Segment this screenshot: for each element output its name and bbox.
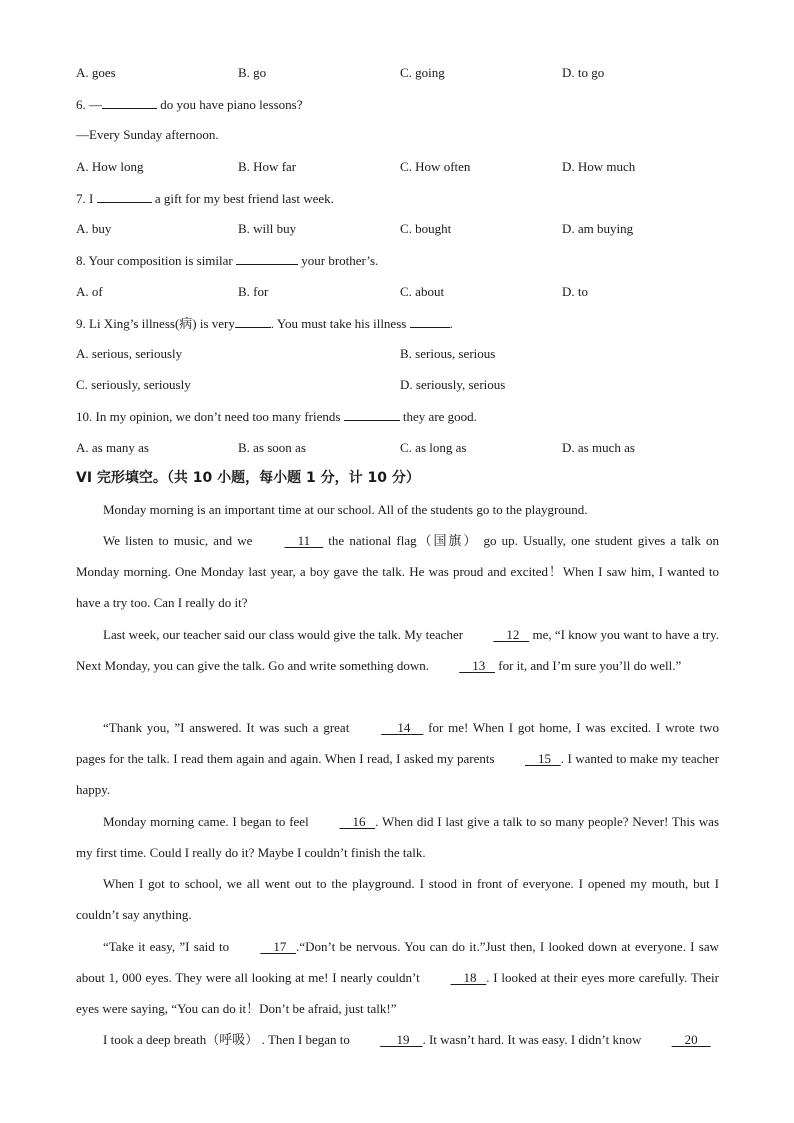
passage-text: I took a deep breath（呼吸） . Then I began to bbox=[103, 1032, 354, 1047]
passage-paragraph-3 bbox=[76, 619, 719, 681]
q7-option-b: B. will buy bbox=[238, 221, 297, 236]
passage-text: for it, and I’m sure you’ll do well.” bbox=[494, 658, 682, 673]
q10-stem-end: they are good. bbox=[399, 409, 477, 424]
q9-blank-1 bbox=[235, 315, 271, 328]
passage-paragraph-5 bbox=[76, 806, 719, 868]
blank-number: 15 bbox=[538, 751, 551, 766]
q8-stem-end: your brother’s. bbox=[298, 253, 379, 268]
q10-option-a: A. as many as bbox=[76, 440, 149, 455]
q6-option-d: D. How much bbox=[562, 159, 636, 174]
q10-stem-start: 10. In my opinion, we don’t need too many friends bbox=[76, 409, 344, 424]
q9-option-a: A. serious, seriously bbox=[76, 346, 183, 361]
blank-11 bbox=[258, 525, 324, 556]
q9-blank-2 bbox=[410, 315, 450, 328]
passage-text: Monday morning came. I began to feel bbox=[103, 814, 313, 829]
q7-question bbox=[76, 190, 334, 207]
passage-paragraph-7 bbox=[76, 931, 719, 1024]
blank-13 bbox=[432, 650, 495, 681]
q5-option-d: D. to go bbox=[562, 65, 605, 80]
blank-number: 20 bbox=[684, 1032, 698, 1047]
q8-question bbox=[76, 252, 378, 269]
section-title: VI 完形填空。（共 10 小题，每小题 1 分，计 10 分） bbox=[76, 470, 420, 486]
passage-paragraph-2 bbox=[76, 525, 719, 618]
q8-option-d: D. to bbox=[562, 284, 588, 299]
q5-option-a: A. goes bbox=[76, 65, 116, 80]
q10-option-d: D. as much as bbox=[562, 440, 635, 455]
blank-20 bbox=[645, 1024, 711, 1055]
blank-14 bbox=[354, 712, 423, 743]
blank-12 bbox=[466, 619, 529, 650]
q6-option-a: A. How long bbox=[76, 159, 144, 174]
passage-text: Last week, our teacher said our class would give the talk. My teacher bbox=[103, 627, 467, 642]
q9-option-d: D. seriously, serious bbox=[400, 377, 506, 392]
q10-blank bbox=[344, 408, 400, 421]
passage-text: . When did I last give a talk to so many people? Never! This was my first time. Could I really do it? Maybe I couldn’t finish the talk. bbox=[76, 814, 720, 860]
blank-15 bbox=[498, 743, 561, 774]
q7-option-d: D. am buying bbox=[562, 221, 634, 236]
q6-option-b: B. How far bbox=[238, 159, 297, 174]
blank-number: 19 bbox=[396, 1032, 410, 1047]
blank-number: 16 bbox=[352, 814, 366, 829]
q9-option-c: C. seriously, seriously bbox=[76, 377, 191, 392]
blank-number: 12 bbox=[506, 627, 520, 642]
q6-blank bbox=[102, 96, 157, 109]
q10-option-b: B. as soon as bbox=[238, 440, 306, 455]
blank-19 bbox=[353, 1024, 422, 1055]
q7-stem-end: a gift for my best friend last week. bbox=[151, 191, 334, 206]
passage-text: “Take it easy, ”I said to bbox=[103, 939, 234, 954]
passage-text: . I wanted to make my teacher happy. bbox=[76, 751, 720, 797]
passage-paragraph-4 bbox=[76, 712, 719, 805]
passage-paragraph-6: When I got to school, we all went out to the playground. I stood in front of everyone. I opened my mouth, but I couldn’t say anything. bbox=[76, 876, 719, 922]
blank-number: 17 bbox=[273, 939, 287, 954]
q5-option-c: C. going bbox=[400, 65, 445, 80]
q6-answer-line: —Every Sunday afternoon. bbox=[76, 127, 219, 142]
passage-text: me, “I know you want to have a try. Next Monday, you can give the talk. Go and write something down. bbox=[76, 627, 719, 673]
q7-option-c: C. bought bbox=[400, 221, 452, 236]
blank-number: 13 bbox=[472, 658, 486, 673]
q5-option-b: B. go bbox=[238, 65, 267, 80]
passage-text: “Thank you, ”I answered. It was such a great bbox=[103, 720, 355, 735]
passage-text: the national flag（国旗） go up. Usually, one student gives a talk on Monday morning. One Monday last year, a boy gave the talk. He was proud and excited！When I saw him, I wanted to have a try too. Can I really do it? bbox=[76, 533, 720, 610]
blank-number: 11 bbox=[297, 533, 311, 548]
q9-option-b: B. serious, serious bbox=[400, 346, 496, 361]
q8-option-a: A. of bbox=[76, 284, 103, 299]
q9-stem-end: . bbox=[449, 316, 453, 331]
q7-stem-start: 7. I bbox=[76, 191, 97, 206]
q6-option-c: C. How often bbox=[400, 159, 471, 174]
q8-blank bbox=[236, 252, 298, 265]
passage-text: .“Don’t be nervous. You can do it.”Just then, I looked down at everyone. I saw about 1, 000 eyes. They were all looking at me! I nearly couldn’t bbox=[76, 939, 719, 985]
passage-paragraph-8 bbox=[76, 1024, 719, 1055]
q10-option-c: C. as long as bbox=[400, 440, 467, 455]
q6-stem-end: do you have piano lessons? bbox=[157, 97, 303, 112]
q7-blank bbox=[97, 190, 152, 203]
q8-option-b: B. for bbox=[238, 284, 269, 299]
q8-option-c: C. about bbox=[400, 284, 445, 299]
q9-stem-start: 9. Li Xing’s illness(病) is very bbox=[76, 316, 235, 331]
passage-text: for me! When I got home, I was excited. I wrote two pages for the talk. I read them again and again. When I read, I asked my parents bbox=[76, 720, 719, 766]
blank-17 bbox=[233, 931, 296, 962]
blank-18 bbox=[424, 962, 487, 993]
passage-paragraph-1: Monday morning is an important time at our school. All of the students go to the playground. bbox=[103, 502, 588, 517]
passage-text: . It wasn’t hard. It was easy. I didn’t know bbox=[422, 1032, 645, 1047]
q9-stem-middle: . You must take his illness bbox=[270, 316, 410, 331]
blank-16 bbox=[312, 806, 375, 837]
q6-stem-start: 6. — bbox=[76, 97, 102, 112]
blank-number: 18 bbox=[463, 970, 477, 985]
q10-question bbox=[76, 408, 477, 425]
q8-stem-start: 8. Your composition is similar bbox=[76, 253, 236, 268]
passage-text: We listen to music, and we bbox=[103, 533, 258, 548]
q7-option-a: A. buy bbox=[76, 221, 112, 236]
passage-text: . I looked at their eyes more carefully. Their eyes were saying, “You can do it！Don’t be afraid, just talk!” bbox=[76, 970, 719, 1016]
q6-question bbox=[76, 96, 303, 113]
q9-question bbox=[76, 315, 453, 332]
blank-number: 14 bbox=[397, 720, 411, 735]
